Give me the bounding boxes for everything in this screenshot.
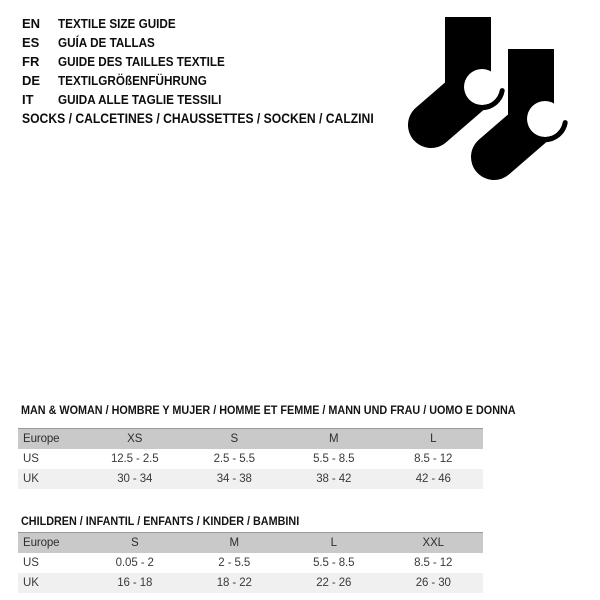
- language-row: [22, 90, 243, 109]
- column-header: XS: [127, 433, 143, 445]
- table-row: [18, 469, 483, 489]
- table-header-row: [18, 429, 483, 450]
- column-header: S: [130, 537, 139, 549]
- row-label: US: [23, 453, 39, 465]
- language-label: TEXTILE SIZE GUIDE: [58, 16, 176, 31]
- size-cell: 34 - 38: [216, 473, 252, 485]
- size-cell: 42 - 46: [415, 473, 451, 485]
- size-cell: 8.5 - 12: [414, 557, 453, 569]
- language-code: IT: [22, 92, 34, 107]
- sock-right-shape: [494, 49, 565, 157]
- size-cell: 22 - 26: [316, 577, 352, 589]
- size-cell: 12.5 - 2.5: [110, 453, 159, 465]
- size-cell: 5.5 - 8.5: [313, 557, 355, 569]
- language-code: FR: [22, 54, 40, 69]
- row-label: UK: [23, 473, 39, 485]
- table-title-text: CHILDREN / INFANTIL / ENFANTS / KINDER / BAMBINI: [21, 514, 300, 528]
- size-cell: 0.05 - 2: [115, 557, 154, 569]
- column-header: Europe: [23, 433, 60, 445]
- language-label: TEXTILGRÖßENFÜHRUNG: [58, 73, 207, 88]
- row-label: US: [23, 557, 39, 569]
- size-cell: 26 - 30: [415, 577, 451, 589]
- size-cell: 30 - 34: [117, 473, 153, 485]
- column-header: L: [330, 537, 337, 549]
- column-header: XXL: [422, 537, 444, 549]
- language-label: GUÍA DE TALLAS: [58, 35, 155, 50]
- size-cell: 16 - 18: [117, 577, 153, 589]
- table-title-text: MAN & WOMAN / HOMBRE Y MUJER / HOMME ET FEMME / MANN UND FRAU / UOMO E DONNA: [21, 403, 516, 417]
- size-table-adults: [18, 428, 483, 489]
- size-table-children: [18, 532, 483, 593]
- column-header: M: [329, 433, 339, 445]
- row-label: UK: [23, 577, 39, 589]
- table-title: [21, 403, 571, 417]
- column-header: M: [229, 537, 239, 549]
- table-row: [18, 573, 483, 593]
- language-row: [22, 33, 243, 52]
- language-row: [22, 52, 243, 71]
- size-cell: 18 - 22: [216, 577, 252, 589]
- column-header: Europe: [23, 537, 60, 549]
- category-title: [22, 111, 413, 126]
- language-label: GUIDA ALLE TAGLIE TESSILI: [58, 92, 222, 107]
- table-row: [18, 553, 483, 573]
- table-row: [18, 449, 483, 469]
- sock-left-shape: [431, 17, 502, 125]
- size-cell: 38 - 42: [316, 473, 352, 485]
- size-cell: 2 - 5.5: [218, 557, 251, 569]
- language-row: [22, 71, 243, 90]
- size-cell: 5.5 - 8.5: [313, 453, 355, 465]
- column-header: S: [230, 433, 239, 445]
- language-code: EN: [22, 16, 41, 31]
- language-list: [22, 14, 243, 109]
- language-row: [22, 14, 243, 33]
- language-label: GUIDE DES TAILLES TEXTILE: [58, 54, 225, 69]
- category-title-text: SOCKS / CALCETINES / CHAUSSETTES / SOCKEN / CALZINI: [22, 111, 374, 126]
- size-cell: 8.5 - 12: [414, 453, 453, 465]
- column-header: L: [430, 433, 437, 445]
- language-code: ES: [22, 35, 40, 50]
- language-code: DE: [22, 73, 41, 88]
- socks-icon: [400, 14, 570, 184]
- table-title: [21, 514, 330, 528]
- table-header-row: [18, 533, 483, 554]
- size-cell: 2.5 - 5.5: [213, 453, 255, 465]
